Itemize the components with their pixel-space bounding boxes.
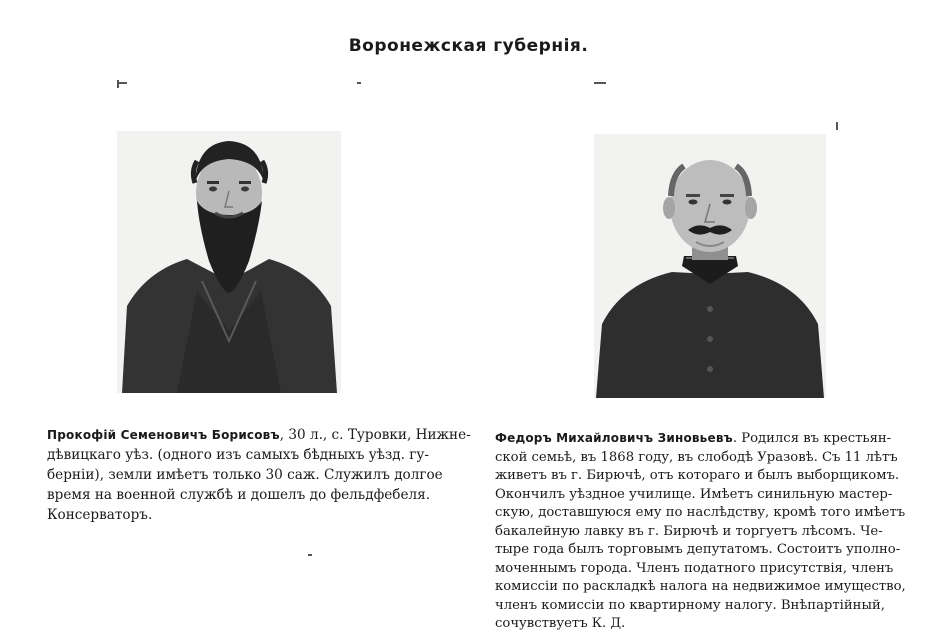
scan-mark (836, 122, 838, 130)
bio-right-line-6: бакалейную лавку въ г. Бирючѣ и торгуетъ лѣсомъ. Че- (495, 523, 883, 539)
bio-right-line-5: скую, доставшуюся ему по наслѣдству, кромѣ того имѣетъ (495, 505, 906, 520)
bio-right-line-8: моченнымъ города. Членъ податного присутствія, членъ (495, 560, 894, 576)
bio-right-line-2: ской семьѣ, въ 1868 году, въ слободѣ Уразовѣ. Съ 11 лѣтъ (495, 449, 898, 465)
bio-right-line-4: Окончилъ уѣздное училище. Имѣетъ синильную мастер- (495, 486, 893, 502)
scan-mark (117, 80, 119, 88)
mustached-man-portrait-icon (594, 134, 826, 398)
portrait-left (117, 131, 341, 393)
bio-right-line-9: комиссіи по раскладкѣ налога на недвижимое имущество, (495, 579, 906, 594)
bio-right-line-1: Федоръ Михайловичъ Зиновьевъ. Родился въ крестьян- (495, 431, 892, 446)
person-name-left: Прокофій Семеновичъ Борисовъ (47, 428, 280, 442)
bio-left-line-5: Консерваторъ. (47, 507, 153, 523)
bio-left-line-4: время на военной службѣ и дошелъ до фельдфебеля. (47, 487, 431, 503)
bio-left-line-1: Прокофій Семеновичъ Борисовъ, 30 л., с. Туровки, Нижне- (47, 427, 471, 443)
bio-right-line-3: живетъ въ г. Бирючѣ, отъ котораго и былъ выборщикомъ. (495, 468, 900, 483)
bio-right-line-10: членъ комиссіи по квартирному налогу. Внѣпартійный, (495, 597, 885, 613)
scan-mark (594, 82, 606, 84)
bio-left-line-3: берніи), земли имѣетъ только 30 саж. Служилъ долгое (47, 467, 443, 483)
bio-right (495, 429, 921, 634)
bio-left-line-2: дѣвицкаго уѣз. (одного изъ самыхъ бѣдныхъ уѣзд. гу- (47, 447, 430, 463)
bearded-man-portrait-icon (117, 131, 341, 393)
bio-right-line-11: сочувствуетъ К. Д. (495, 616, 626, 631)
bio-right-line-7: тыре года былъ торговымъ депутатомъ. Состоитъ уполно- (495, 542, 901, 557)
bio-left (47, 425, 471, 525)
scan-mark (357, 82, 361, 84)
page-title: Воронежская губернія. (348, 36, 589, 56)
person-name-right: Федоръ Михайловичъ Зиновьевъ (495, 431, 733, 445)
portrait-right (594, 134, 826, 398)
scan-mark (308, 554, 312, 556)
